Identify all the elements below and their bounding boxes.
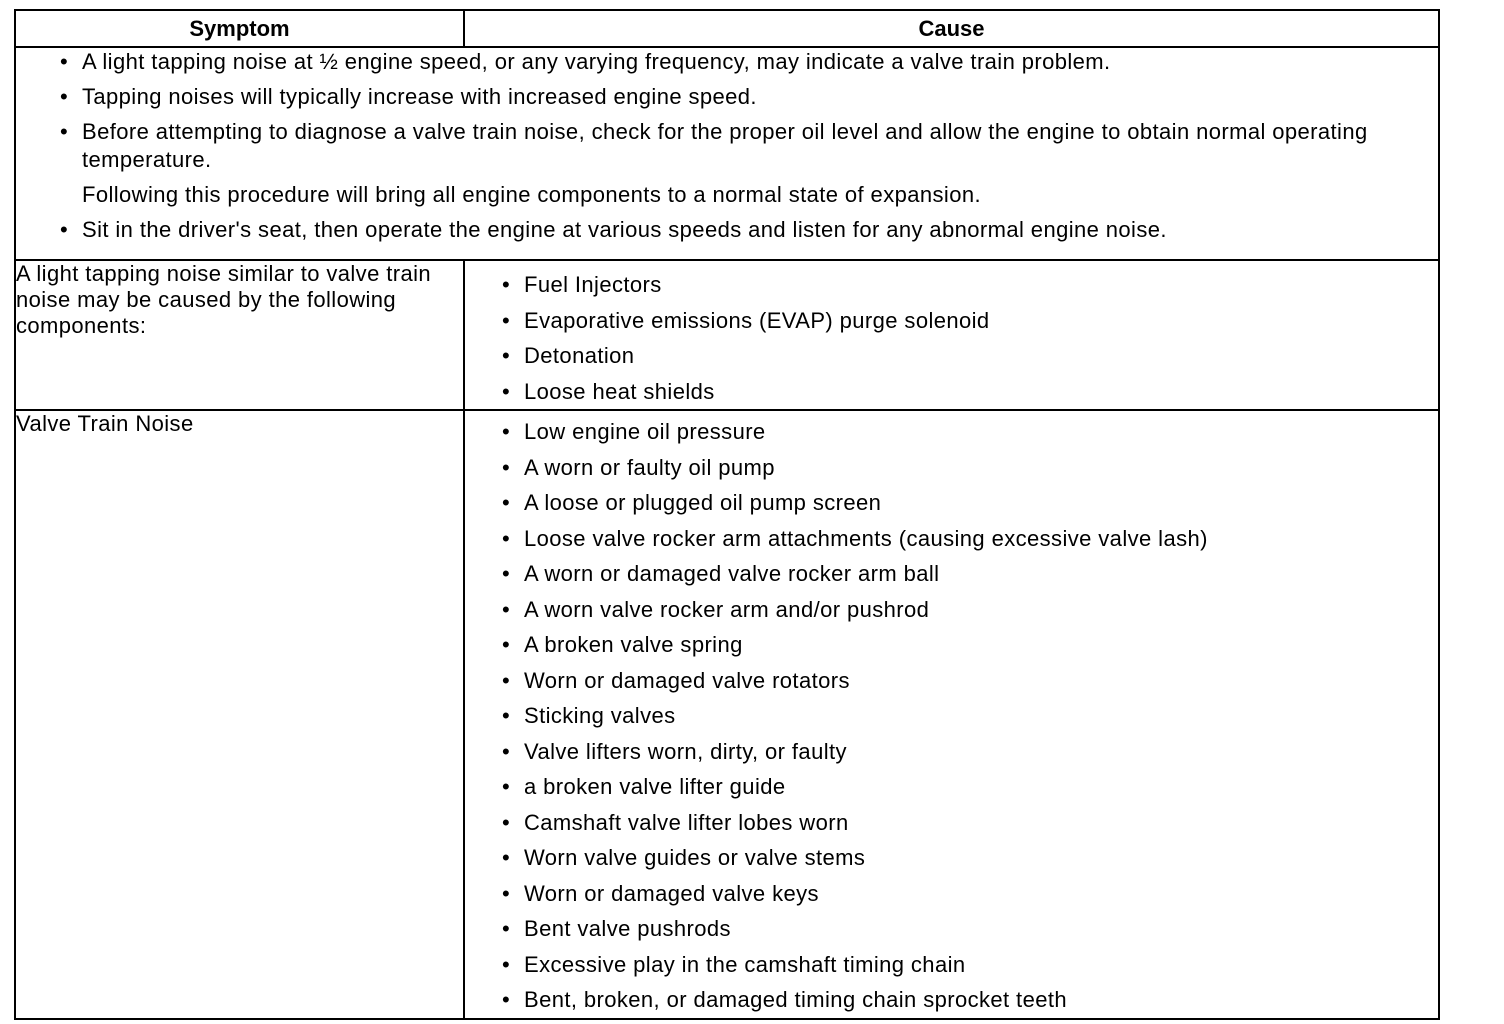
cause-item-text: A worn valve rocker arm and/or pushrod bbox=[524, 596, 930, 622]
cause-cell bbox=[464, 260, 1439, 410]
bullet-icon: • bbox=[502, 738, 511, 764]
cause-item-text: Excessive play in the camshaft timing chain bbox=[524, 951, 966, 977]
bullet-icon: • bbox=[502, 880, 511, 906]
note-item bbox=[60, 216, 1408, 244]
bullet-icon: • bbox=[502, 667, 511, 693]
bullet-icon: • bbox=[502, 343, 511, 368]
cause-item bbox=[502, 521, 1438, 557]
note-item-text: Tapping noises will typically increase with increased engine speed. bbox=[82, 84, 757, 109]
cause-item-text: Bent valve pushrods bbox=[524, 916, 731, 941]
cause-item-text: Worn or damaged valve rotators bbox=[524, 667, 850, 693]
cause-item-text: Evaporative emissions (EVAP) purge solenoid bbox=[524, 307, 990, 333]
cause-item-text: Fuel Injectors bbox=[524, 272, 662, 297]
cause-item bbox=[502, 876, 1438, 912]
cause-cell bbox=[464, 410, 1439, 1019]
cause-item bbox=[502, 338, 1438, 374]
cause-item bbox=[502, 627, 1438, 663]
cause-list bbox=[465, 261, 1438, 409]
cause-item bbox=[502, 982, 1438, 1018]
cause-item-text: Camshaft valve lifter lobes worn bbox=[524, 809, 849, 835]
bullet-icon: • bbox=[502, 987, 511, 1012]
diagnosis-table bbox=[14, 9, 1440, 1020]
cause-item-text: Bent, broken, or damaged timing chain sprocket teeth bbox=[524, 987, 1067, 1012]
note-item-text: Sit in the driver's seat, then operate the engine at various speeds and listen for any abnormal engine noise. bbox=[82, 217, 1167, 242]
cause-item-text: Loose valve rocker arm attachments (causing excessive valve lash) bbox=[524, 525, 1208, 551]
cause-item bbox=[502, 663, 1438, 699]
cause-item bbox=[502, 414, 1438, 450]
note-item-text: Before attempting to diagnose a valve train noise, check for the proper oil level and allow the engine to obtain normal operating temperature. bbox=[82, 119, 1368, 172]
notes-cell bbox=[15, 47, 1439, 260]
cause-column-header: Cause bbox=[464, 10, 1439, 47]
note-item bbox=[60, 118, 1408, 174]
note-item-text: A light tapping noise at ½ engine speed, or any varying frequency, may indicate a valve train problem. bbox=[82, 49, 1111, 74]
cause-item-text: Worn valve guides or valve stems bbox=[524, 845, 866, 870]
cause-item bbox=[502, 769, 1438, 805]
bullet-icon: • bbox=[502, 596, 511, 622]
bullet-icon: • bbox=[502, 454, 511, 480]
bullet-icon: • bbox=[60, 119, 69, 144]
bullet-icon: • bbox=[502, 490, 511, 515]
bullet-icon: • bbox=[502, 525, 511, 551]
bullet-icon: • bbox=[60, 217, 69, 242]
cause-item-text: Valve lifters worn, dirty, or faulty bbox=[524, 738, 847, 764]
cause-item-text: Detonation bbox=[524, 343, 635, 368]
symptom-cell: A light tapping noise similar to valve train noise may be caused by the following components: bbox=[15, 260, 464, 410]
cause-item bbox=[502, 267, 1438, 303]
bullet-icon: • bbox=[502, 845, 511, 870]
bullet-icon: • bbox=[502, 703, 511, 728]
symptom-column-header: Symptom bbox=[15, 10, 464, 47]
notes-list bbox=[16, 48, 1438, 244]
bullet-icon: • bbox=[60, 84, 69, 109]
header-row bbox=[15, 10, 1439, 47]
cause-item bbox=[502, 911, 1438, 947]
cause-item bbox=[502, 840, 1438, 876]
note-item-text: Following this procedure will bring all engine components to a normal state of expansion. bbox=[82, 182, 981, 207]
bullet-icon: • bbox=[502, 307, 511, 333]
bullet-icon: • bbox=[502, 272, 511, 297]
cause-item bbox=[502, 374, 1438, 410]
cause-item-text: A broken valve spring bbox=[524, 632, 743, 657]
table-row bbox=[15, 260, 1439, 410]
symptom-cell: Valve Train Noise bbox=[15, 410, 464, 1019]
table-row bbox=[15, 410, 1439, 1019]
bullet-icon: • bbox=[502, 419, 511, 444]
cause-item bbox=[502, 947, 1438, 983]
cause-item-text: A worn or faulty oil pump bbox=[524, 454, 775, 480]
cause-item bbox=[502, 485, 1438, 521]
note-item bbox=[60, 83, 1408, 111]
bullet-icon: • bbox=[502, 561, 511, 586]
note-item bbox=[60, 48, 1408, 76]
bullet-icon: • bbox=[502, 809, 511, 835]
cause-item bbox=[502, 698, 1438, 734]
cause-item-text: Sticking valves bbox=[524, 703, 676, 728]
bullet-icon: • bbox=[502, 632, 511, 657]
cause-item-text: Worn or damaged valve keys bbox=[524, 880, 819, 906]
cause-item bbox=[502, 556, 1438, 592]
note-item bbox=[82, 181, 1408, 209]
bullet-icon: • bbox=[60, 49, 69, 74]
cause-item bbox=[502, 303, 1438, 339]
bullet-icon: • bbox=[502, 916, 511, 941]
notes-row bbox=[15, 47, 1439, 260]
cause-item-text: Low engine oil pressure bbox=[524, 419, 766, 444]
cause-item-text: A loose or plugged oil pump screen bbox=[524, 490, 882, 515]
cause-item-text: A worn or damaged valve rocker arm ball bbox=[524, 561, 940, 586]
cause-item-text: Loose heat shields bbox=[524, 378, 715, 404]
cause-item bbox=[502, 734, 1438, 770]
cause-list bbox=[465, 411, 1438, 1018]
cause-item bbox=[502, 805, 1438, 841]
cause-item bbox=[502, 450, 1438, 486]
cause-item-text: a broken valve lifter guide bbox=[524, 774, 786, 799]
cause-item bbox=[502, 592, 1438, 628]
bullet-icon: • bbox=[502, 378, 511, 404]
bullet-icon: • bbox=[502, 951, 511, 977]
bullet-icon: • bbox=[502, 774, 511, 799]
